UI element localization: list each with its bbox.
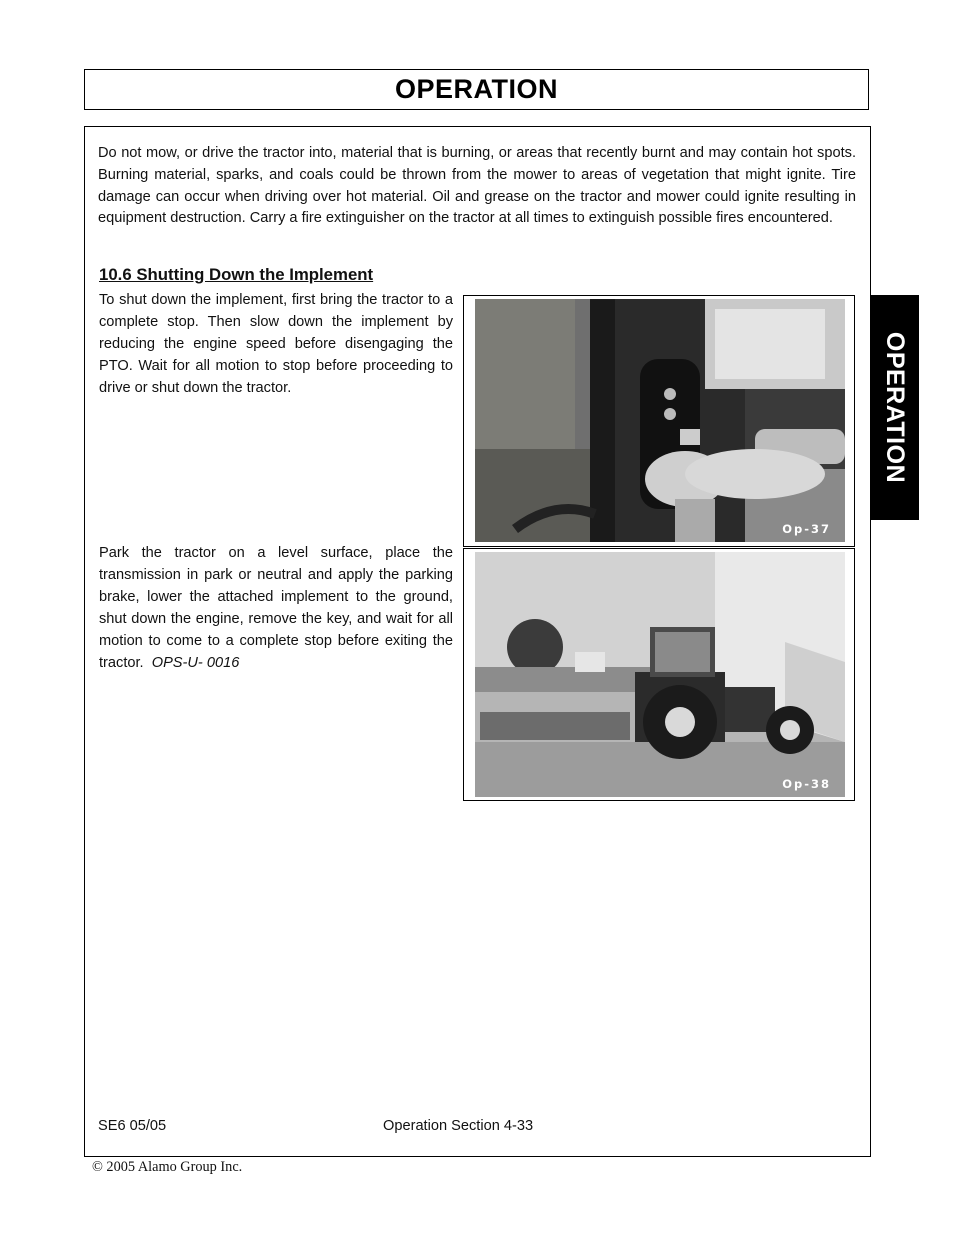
parking-text: Park the tractor on a level surface, place the transmission in park or neutral and apply the parking brake, lower the attached implement to the ground, shut down the engine, remove the key, and wait for all motion to come to a complete stop before exiting the tractor.	[99, 545, 453, 671]
section-heading: 10.6 Shutting Down the Implement	[99, 265, 374, 284]
footer-doc-code: SE6 05/05	[98, 1118, 167, 1134]
photo-frame-op37	[463, 295, 855, 547]
page-title: OPERATION	[394, 74, 558, 104]
safety-code: OPS-U- 0016	[151, 655, 240, 671]
photo-frame-op38	[463, 548, 855, 801]
side-tab	[870, 295, 919, 520]
intro-paragraph: Do not mow, or drive the tractor into, material that is burning, or areas that recently burnt and may contain hot spots. Burning material, sparks, and coals could be thrown from the mower to areas of vegetation that might ignite. Tire damage can occur when driving over hot material. Oil and grease on the tractor and mower could ignite resulting in equipment destruction. Carry a fire extinguisher on the tractor at all times to extinguish possible fires encountered.	[98, 145, 856, 227]
photo-label-op38: Op-38	[782, 777, 831, 791]
footer-section: Operation Section 4-33	[383, 1118, 534, 1134]
photo-label-op37: Op-37	[782, 522, 831, 536]
tractor-mower-photo	[475, 552, 845, 797]
copyright: © 2005 Alamo Group Inc.	[92, 1159, 243, 1175]
header-box	[84, 69, 869, 110]
parking-paragraph	[99, 542, 453, 674]
pto-control-photo	[475, 299, 845, 542]
side-tab-label: OPERATION	[881, 331, 910, 484]
shutdown-paragraph: To shut down the implement, first bring the tractor to a complete stop. Then slow down the implement by reducing the engine speed before disengaging the PTO. Wait for all motion to stop before proceeding to drive or shut down the tractor.	[99, 292, 453, 396]
